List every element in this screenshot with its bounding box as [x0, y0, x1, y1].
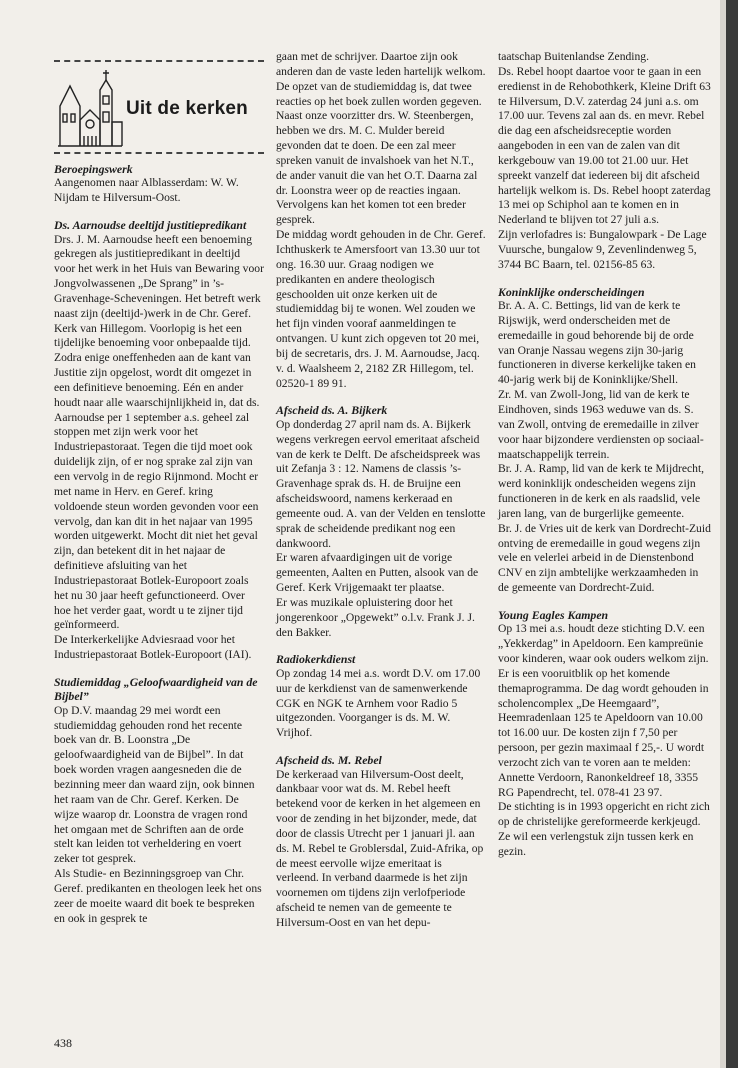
article-paragraph: Er is een vooruitblik op het komende themaprogramma. De dag wordt gehouden in scholencomplex „De Heemgaard”, Heemradenlaan 125 te Apeldoorn van 10.00 tot 16.00 uur. De kosten zijn f 7,50 per persoon, per gezin maximaal f 25,-. U wordt verzocht zich van te voren aan te melden: Annette Verdoorn, Ranonkeldreef 18, 3355 RG Papendrecht, tel. 078-41 23 97.: [498, 666, 709, 799]
article-paragraph: Br. A. A. C. Bettings, lid van de kerk te Rijswijk, werd onderscheiden met de eremedaille in goud behorende bij de orde van Oranje Nassau wegens zijn 30-jarig functioneren in diverse kerkelijke taken en 40-jarig werk bij de Koninklijke/Shell.: [498, 299, 696, 387]
article-paragraph: De middag wordt gehouden in de Chr. Geref. Ichthuskerk te Amersfoort van 13.30 uur tot ong. 16.30 uur. Graag nodigen we predikanten en andere theologisch geschoolden uit onze kerken uit de studiemiddag bij te wonen. Wel zouden we het fijn vinden vooraf aanmeldingen te ontvangen. U kunt zich opgeven tot 20 mei, bij de secretaris, drs. J. M. Aarnoudse, Jacq. v. d. Waalsheem 2, 2182 ZR Hillegom, tel. 02520-1 89 91.: [276, 228, 486, 390]
article-paragraph: Er was muzikale opluistering door het jongerenkoor „Opgewekt” o.l.v. Frank J. J. den Bakker.: [276, 595, 475, 639]
article-paragraph: Op donderdag 27 april nam ds. A. Bijkerk wegens verkregen eervol emeritaat afscheid van de kerk te Delft. De afscheidspreek was uit Zefanja 3 : 12. Namens de classis ’s-Gravenhage sprak ds. H. de Bruijne een afscheidswoord, namens kerkeraad en gemeente oud. A. van der Velden en tenslotte sprak de scheidende predikant nog een dankwoord.: [276, 417, 486, 550]
article-paragraph: De kerkeraad van Hilversum-Oost deelt, dankbaar voor wat ds. M. Rebel heeft betekend voor de kerken in het algemeen en voor de zending in het bijzonder, mede, dat door de classis Utrecht per 1 januari jl. aan ds. M. Rebel te Groblersdal, Zuid-Afrika, op de meest eervolle wijze emeritaat is verleend. In verband daarmede is het zijn voornemen om tijdens zijn verlofperiode afscheid te nemen van de gemeente te Hilversum-Oost en van het depu-: [276, 767, 484, 929]
article-heading: Koninklijke onderscheidingen: [498, 284, 645, 299]
article-heading: Radiokerkdienst: [276, 652, 356, 667]
article-paragraph: Op zondag 14 mei a.s. wordt D.V. om 17.00 uur de kerkdienst van de samenwerkende CGK en NGK te Arnhem voor Radio 5 uitgezonden. Voorganger is ds. M. W. Vrijhof.: [276, 666, 481, 740]
article-heading: Beroepingswerk: [54, 162, 133, 176]
header-bottom-rule: [54, 152, 264, 154]
article-paragraph: Br. J. A. Ramp, lid van de kerk te Mijdrecht, werd koninklijk ondescheiden wegens zijn functioneren in de kerk en als raadslid, vele jaren lang, van de burgerlijke gemeente.: [498, 462, 705, 520]
article-heading: Afscheid ds. M. Rebel: [276, 753, 382, 768]
section-header: [54, 54, 264, 156]
article-paragraph: De stichting is in 1993 opgericht en richt zich op de christelijke gereformeerde kerkjeugd. Ze wil een verlengstuk zijn tussen kerk en gezin.: [498, 800, 710, 858]
article-heading: Young Eagles Kampen: [498, 607, 609, 622]
article-paragraph: Ds. Rebel hoopt daartoe voor te gaan in een eredienst in de Rehobothkerk, Kleine Drift 63 te Hilversum, D.V. zaterdag 24 juni a.s. om 17.00 uur. Tevens zal aan ds. en mevr. Rebel die dag een afscheidsreceptie worden aangeboden in een van de zalen van dit kerkgebouw van 19.00 tot 21.00 uur. Het spreekt vanzelf dat iedereen bij dit afscheid hartelijk welkom is. Ds. Rebel hoopt zaterdag 13 mei op Schiphol aan te komen en in Nederland te blijven tot 27 juli a.s.: [498, 64, 711, 227]
article-paragraph: De Interkerkelijke Adviesraad voor het Industriepastoraat Botlek-Europoort (IAI).: [54, 633, 252, 662]
article-paragraph: Er waren afvaardigingen uit de vorige gemeenten, Aalten en Putten, alsook van de Geref. Kerk Vrijgemaakt ter plaatse.: [276, 551, 479, 595]
article-heading: Afscheid ds. A. Bijkerk: [276, 403, 388, 418]
column-2: [276, 50, 486, 931]
article-heading: Ds. Aarnoudse deeltijd justitiepredikant: [54, 218, 247, 233]
article-paragraph: Zr. M. van Zwoll-Jong, lid van de kerk te Eindhoven, sinds 1963 weduwe van ds. S. van Zwoll, ontving de eremedaille in zilver voor haar bijzondere verdiensten op sociaal-maatschappelijk terrein.: [498, 388, 704, 461]
article-paragraph: Op D.V. maandag 29 mei wordt een studiemiddag gehouden rond het recente boek van dr. B. Loonstra „De geloofwaardigheid van de Bijbel”. In dat boek worden vragen aangesneden die de bezinning meer dan waard zijn, ook binnen het raam van de Chr. Geref. Kerken. De wijze waarop dr. Loonstra de vragen rond het omgaan met de Schriften aan de orde stelt kan leiden tot verheldering en voert zeker tot gesprek.: [54, 703, 255, 866]
column-1: [54, 162, 264, 926]
page-edge: [726, 0, 738, 1068]
article-paragraph: Zijn verlofadres is: Bungalowpark - De Lage Vuursche, bungalow 9, Zevenlindenweg 5, 3744 BC Baarn, tel. 02156-85 63.: [498, 228, 707, 271]
article-paragraph: gaan met de schrijver. Daartoe zijn ook anderen dan de vaste leden hartelijk welkom. De opzet van de studiemiddag is, dat twee reacties op het boek zullen worden gegeven. Naast onze voorzitter drs. W. Steenbergen, hebben we drs. M. C. Mulder bereid gevonden dat te doen. De een zal meer spreken vanuit de invalshoek van het N.T., de ander vanuit die van het O.T. Daarna zal dr. Loonstra weer op de reacties ingaan. Vervolgens kan het komen tot een breder gesprek.: [276, 50, 486, 227]
article-paragraph: Drs. J. M. Aarnoudse heeft een benoeming gekregen als justitiepredikant in deeltijd voor het werk in het Huis van Bewaring voor Jongvolwassenen „De Sprang” in ’s-Gravenhage-Scheveningen. Het betreft werk naast zijn (deeltijd-)werk in de Chr. Geref. Kerk van Hillegom. Voorlopig is het een tijdelijke benoeming voor onbepaalde tijd. Zodra enige oneffenheden aan de kant van Justitie zijn opgelost, wordt dit omgezet in een definitieve benoeming. Eén en ander houdt naar alle waarschijnlijkheid in, dat ds. Aarnoudse per 1 september a.s. geheel zal stoppen met zijn werk voor het Industriepastoraat. Tegen die tijd moet ook duidelijk zijn, of er nog sprake zal zijn van een vervolg in de regio Rijnmond. Mocht er met name in Herv. en Geref. kring voldoende steun worden gevonden voor een vervolg, dan kan dit in het najaar van 1995 worden uitgewerkt. Mocht dit niet het geval zijn, dan betekent dit in het najaar de definitieve afsluiting van het Industriepastoraat Botlek-Europoort zoals het nu 30 jaar heeft gefunctioneerd. Over hoe het verder gaat, wordt u te zijner tijd geïnformeerd.: [54, 232, 264, 632]
church-icon: [56, 62, 124, 148]
section-title: Uit de kerken: [126, 98, 248, 119]
column-3: [498, 50, 712, 860]
article-heading: Studiemiddag „Geloofwaardigheid van de Bijbel”: [54, 674, 258, 704]
page-number: 438: [54, 1036, 72, 1050]
article-paragraph: Als Studie- en Bezinningsgroep van Chr. Geref. predikanten en theologen leek het ons zeer de moeite waard dit boek te bespreken en ook in gesprek te: [54, 867, 262, 925]
article-paragraph: Aangenomen naar Alblasserdam: W. W. Nijdam te Hilversum-Oost.: [54, 176, 239, 205]
article-paragraph: Op 13 mei a.s. houdt deze stichting D.V. een „Yekkerdag” in Apeldoorn. Een kampreünie voor kinderen, waar ook ouders welkom zijn.: [498, 622, 709, 666]
article-paragraph: Br. J. de Vries uit de kerk van Dordrecht-Zuid ontving de eremedaille in goud wegens zijn vele en velerlei arbeid in de Dienstenbond CNV en zijn ambtelijke werkzaamheden in de gemeente van Dordrecht-Zuid.: [498, 521, 711, 595]
article-paragraph: taatschap Buitenlandse Zending.: [498, 50, 649, 63]
